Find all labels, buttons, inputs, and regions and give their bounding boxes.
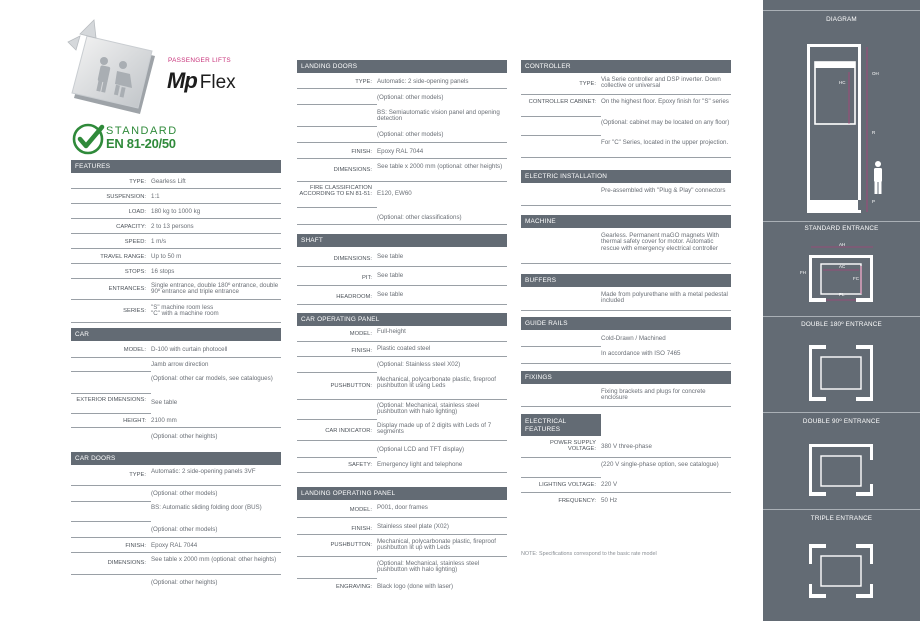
spec-row: Jamb arrow direction — [71, 358, 281, 372]
shaft-elevation-diagram — [763, 32, 920, 217]
spec-row: (Optional: other models) — [71, 522, 281, 538]
spec-row: BS: Automatic sliding folding door (BUS) — [71, 502, 281, 522]
passenger-lift-sign-icon — [60, 16, 170, 116]
spec-row: POWER SUPPLY VOLTAGE: 380 V three-phase — [521, 436, 731, 458]
section-title: CAR DOORS — [71, 452, 281, 465]
spec-row: (Optional: other car models, see catalogues) — [71, 372, 281, 394]
brand-header — [60, 16, 280, 126]
spec-row: TYPE: Via Serie controller and DSP inverter. Down collective or universal — [521, 73, 731, 95]
spec-row: (Optional: other heights) — [151, 433, 218, 440]
section-controller — [521, 60, 731, 158]
spec-row: FINISH: Epoxy RAL 7044 — [297, 143, 507, 159]
section-guide-rails — [521, 317, 731, 364]
spec-row: TYPE: Gearless Lift — [71, 173, 281, 189]
spec-row: Gearless. Permanent maGO magnets With thermal safety cover for motor. Automatic rescue with emergency electrical controller — [521, 228, 731, 264]
section-title: CAR — [71, 328, 281, 341]
section-title: SHAFT — [297, 234, 507, 247]
spec-row: (Optional: cabinet may be located on any floor) — [521, 117, 731, 136]
double-90-title: DOUBLE 90º ENTRANCE — [802, 418, 881, 425]
panel-divider — [763, 221, 920, 222]
spec-row: FINISH: Stainless steel plate (X02) — [297, 518, 507, 535]
spec-row: (Optional: other heights) — [151, 579, 218, 586]
double-180-entrance-plan — [763, 335, 920, 410]
spec-row: STOPS: 16 stops — [71, 264, 281, 279]
spec-row: TYPE: Automatic: 2 side-opening panels 3VF — [71, 465, 281, 486]
section-title: GUIDE RAILS — [521, 317, 731, 330]
section-buffers — [521, 274, 731, 311]
spec-row: Fixing brackets and plugs for concrete enclosure — [521, 384, 731, 407]
section-shaft — [297, 234, 507, 305]
spec-row: TRAVEL RANGE: Up to 50 m — [71, 249, 281, 264]
diagram-panel — [763, 0, 920, 621]
logo-flex: Flex — [199, 72, 236, 93]
standard-code: EN 81-20/50 — [106, 136, 176, 151]
section-title: FEATURES — [71, 160, 281, 173]
spec-row: SAFETY: Emergency light and telephone — [297, 458, 507, 473]
spec-row: DIMENSIONS: See table x 2000 mm (optional: other heights) — [71, 553, 281, 575]
spec-row: (Optional: other models) — [297, 127, 507, 143]
spec-row: (Optional: Stainless steel X02) — [297, 357, 507, 373]
standard-label: STANDARD — [106, 125, 178, 137]
spec-row: EXTERIOR DIMENSIONS: See table — [71, 394, 281, 414]
spec-row: (Optional: other models) — [297, 89, 507, 105]
label-r: R — [872, 130, 876, 135]
spec-row: MODEL: D-100 with curtain photocell — [71, 341, 281, 358]
label-pl: PL — [839, 292, 845, 297]
spec-row: CONTROLLER CABINET: On the highest floor. Epoxy finish for "S" series — [521, 95, 731, 117]
spec-row: FINISH: Epoxy RAL 7044 — [71, 538, 281, 553]
spec-row: Cold-Drawn / Machined — [521, 330, 731, 347]
section-title: ELECTRIC INSTALLATION — [521, 170, 731, 183]
section-title: MACHINE — [521, 215, 731, 228]
spec-row: SUSPENSION: 1:1 — [71, 189, 281, 204]
double-180-title: DOUBLE 180º ENTRANCE — [801, 321, 882, 328]
section-machine — [521, 215, 731, 264]
standard-entrance-plan — [763, 238, 920, 313]
spec-row: HEIGHT: 2100 mm — [71, 414, 281, 428]
spec-row: LIGHTING VOLTAGE: 220 V — [521, 478, 731, 493]
spec-row: For "C" Series, located in the upper projection. — [521, 136, 731, 158]
spec-row: CAR INDICATOR: Display made up of 2 digits with Leds of 7 segments — [297, 420, 507, 441]
label-oh: OH — [872, 71, 879, 76]
check-badge-icon — [72, 122, 106, 156]
section-car — [71, 328, 281, 442]
spec-row: DIMENSIONS: See table x 2000 mm (optional: other heights) — [297, 159, 507, 182]
triple-entrance-plan — [763, 530, 920, 621]
spec-row: BS: Semiautomatic vision panel and opening detection — [297, 105, 507, 127]
spec-row: FINISH: Plastic coated steel — [297, 342, 507, 357]
label-ah: AH — [839, 242, 846, 247]
standard-entrance-title: STANDARD ENTRANCE — [804, 225, 879, 232]
section-title: BUFFERS — [521, 274, 731, 287]
panel-divider — [763, 412, 920, 413]
panel-divider — [763, 509, 920, 510]
spec-row: TYPE: Automatic: 2 side-opening panels — [297, 73, 507, 89]
section-car-operating-panel — [297, 313, 507, 473]
spec-row: Pre-assembled with "Plug & Play" connectors — [521, 183, 731, 206]
label-p: P — [872, 199, 876, 204]
spec-row: (Optional: Mechanical, stainless steel pushbutton with halo lighting) — [297, 557, 507, 579]
spec-row: (Optional: other models) — [71, 486, 281, 502]
spec-row: MODEL: Full-height — [297, 326, 507, 342]
spec-row: FREQUENCY: 50 Hz — [558, 497, 618, 504]
spec-row: MODEL: P001, door frames — [297, 500, 507, 518]
section-features — [71, 160, 281, 323]
spec-row: (Optional LCD and TFT display) — [297, 441, 507, 458]
section-title: LANDING OPERATING PANEL — [297, 487, 507, 500]
spec-row: PUSHBUTTON: Mechanical, polycarbonate plastic, fireproof pushbutton lit using Leds — [297, 373, 507, 400]
logo-mp: Mp — [167, 68, 197, 93]
spec-row: DIMENSIONS: See table — [297, 247, 507, 267]
spec-row: SPEED: 1 m/s — [71, 234, 281, 249]
spec-row: CAPACITY: 2 to 13 persons — [71, 219, 281, 234]
section-electrical-features — [521, 414, 731, 508]
section-title: CONTROLLER — [521, 60, 731, 73]
panel-divider — [763, 10, 920, 11]
section-title: LANDING DOORS — [297, 60, 507, 73]
spec-row: (Optional: Mechanical, stainless steel pushbutton with halo lighting) — [297, 400, 507, 420]
spec-row: (Optional: other classifications) — [297, 208, 507, 225]
label-fc: FC — [853, 276, 859, 281]
spec-row: HEADROOM: See table — [297, 286, 507, 305]
spec-row: SERIES: "S" machine room less "C" with a machine room — [71, 300, 281, 323]
diagram-title: DIAGRAM — [826, 16, 857, 23]
category-label: PASSENGER LIFTS — [168, 57, 231, 64]
spec-row: PIT: See table — [297, 267, 507, 286]
spec-row: LOAD: 180 kg to 1000 kg — [71, 204, 281, 219]
section-title: FIXINGS — [521, 371, 731, 384]
panel-divider — [763, 316, 920, 317]
triple-title: TRIPLE ENTRANCE — [810, 515, 873, 522]
spec-row: In accordance with ISO 7465 — [521, 347, 731, 364]
label-hc: HC — [839, 80, 846, 85]
footnote: NOTE: Specifications correspond to the basic rate model — [521, 551, 657, 557]
spec-row: ENTRANCES: Single entrance, double 180º entrance, double 90º entrance and triple entrance — [71, 279, 281, 300]
section-landing-operating-panel — [297, 487, 507, 593]
section-car-doors — [71, 452, 281, 589]
section-fixings — [521, 371, 731, 407]
label-ac: AC — [839, 264, 846, 269]
section-title: ELECTRICAL FEATURES — [521, 414, 601, 436]
section-title: CAR OPERATING PANEL — [297, 313, 507, 326]
product-logo — [167, 68, 236, 94]
spec-row: ENGRAVING: Black logo (done with laser) — [336, 583, 454, 590]
spec-row: PUSHBUTTON: Mechanical, polycarbonate plastic, fireproof pushbutton lit up with Leds — [297, 535, 507, 557]
spec-row: FIRE CLASSIFICATION ACCORDING TO EN 81-51: E120, EW60 — [297, 182, 507, 208]
standard-badge — [72, 120, 182, 156]
section-landing-doors — [297, 60, 507, 225]
spec-row: (220 V single-phase option, see catalogue) — [521, 458, 731, 478]
section-electric-installation — [521, 170, 731, 206]
spec-row: Made from polyurethane with a metal pedestal included — [521, 287, 731, 311]
double-90-entrance-plan — [763, 432, 920, 507]
label-fh: FH — [800, 270, 806, 275]
